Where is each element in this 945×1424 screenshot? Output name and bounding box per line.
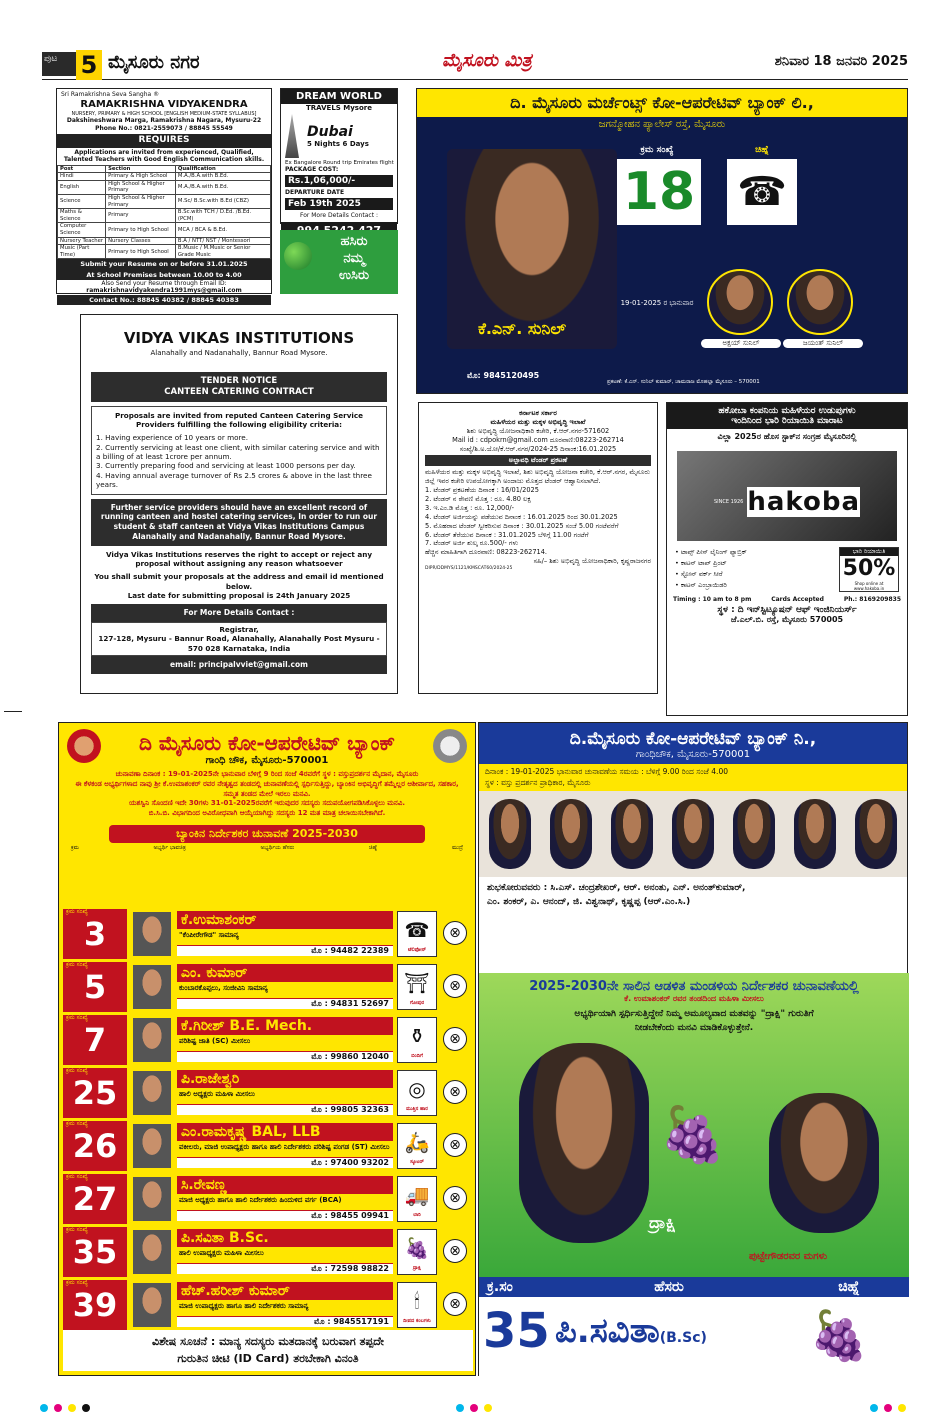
email-note: Also Send your Resume through Email ID: [101,279,227,287]
bank-notice [59,766,475,823]
cell: High School & Higher Primary [106,194,176,208]
contact-label: For More Details Contact : [91,604,387,622]
serial-label: ಕ್ರಮ ಸಂಖ್ಯೆ [66,908,88,915]
election-date: ದಿನಾಂಕ : 19-01-2025 ಭಾನುವಾರ ಚುನಾವಣೆಯ ಸಮಯ : ಬೆಳಿಗ್ಗೆ 9.00 ರಿಂದ ಸಂಜೆ 4.00 [485,767,728,776]
model-photo [677,451,897,541]
notice-line: ಯಶಸ್ವಿನಿ ಸೊಂದಣಿ ಇದೇ 30ಗಳು 31-01-2025ರವರೆಗೆ ಇರುವುದರ ಸದಸ್ಯರು ಸದುಪಯೋಗಪಡಿಸಿಕೊಳ್ಳಲು ಮನವಿ. [128,799,406,808]
candidate-name: ಕೆ.ಉಮಾಶಂಕರ್ [177,911,393,929]
election-symbol-icon: 🚚 [397,1176,437,1222]
criteria-item: 4. Having annual average turnover of Rs 2.5 crores & above in the last three years. [96,470,372,490]
candidate-name: ಕೆ.ಗಿರೀಶ್ B.E. Mech. [177,1017,393,1035]
hakoba-venue-address: ಜೆ.ಎಲ್.ಬಿ. ರಸ್ತೆ, ಮೈಸೂರು 570005 [730,615,844,624]
supporter-photo [794,799,836,869]
bank-title: ದಿ.ಮೈಸೂರು ಕೋ-ಆಪರೇಟಿವ್ ಬ್ಯಾಂಕ್ ನಿ., [479,723,907,749]
candidate-number: 5 [63,962,127,1012]
registration-mark [82,1404,90,1412]
cell: Primary to High School [106,223,176,237]
grapes-icon: 🍇 [809,1308,869,1364]
hakoba-logo: hakoba [747,487,861,517]
notice-line: ಚುನಾವಣಾ ದಿನಾಂಕ : 19-01-2025ನೇ ಭಾನುವಾರ ಬೆಳಿಗ್ಗೆ 9 ರಿಂದ ಸಂಜೆ 4ರವರೆಗೆ ಸ್ಥಳ : ವಸ್ತುಪ್ರದರ್ಶನ ಮೈದಾನ, ಮೈಸೂರು [115,770,419,778]
hakoba-phone: Ph.: 8169209835 [843,596,901,603]
candidate-name: ಎಂ. ಕುಮಾರ್ [177,964,393,982]
school-type: NURSERY, PRIMARY & HIGH SCHOOL [ENGLISH MEDIUM-STATE SYLLABUS] [71,111,257,117]
hakoba-timing: Timing : 10 am to 8 pm [673,596,752,603]
candidate-number: 26 [63,1121,127,1171]
supporter-photo [550,799,592,869]
serial-label: ಕ್ರಮ ಸಂಖ್ಯೆ [66,1226,88,1233]
tender-intro: Proposals are invited from reputed Canteen Catering Service Providers fulfilling the following eligibility criteria: [114,410,364,430]
vote-stamp-icon: ⊗ [443,1133,467,1157]
supporter-name: ಅಕ್ಷಯ್ ಸುನಿಲ್ [701,339,781,348]
symbol-label: ದೀಪದ ಕಂಬಗಳು [403,1318,431,1324]
page-header [42,50,908,80]
cell: Nursery Classes [106,237,176,245]
candidate-phone: ಮೊ : 99860 12040 [177,1051,393,1062]
bank-address: ಜಗನ್ಮೋಹನ ಪ್ಯಾಲೇಸ್ ರಸ್ತೆ, ಮೈಸೂರು [598,119,726,130]
notice-point: 7. ಟೆಂಡರ್ ಅರ್ಜಿ ಶುಲ್ಕ ರೂ.500/- ಗಳು [425,539,519,548]
election-symbol-icon: ⛩ [397,964,437,1010]
candidate-number: 27 [63,1174,127,1224]
tender-reserves: Vidya Vikas Institutions reserves the right to accept or reject any proposal without assigning any reason whatsoever [105,549,373,568]
candidate-row [63,1068,473,1120]
symbol-label: ಬಿಂದಿಗೆ [411,1053,423,1059]
candidate-photo [133,965,171,1009]
vote-stamp-icon: ⊗ [443,1186,467,1210]
vidya-vikas-ad [80,314,398,694]
supporter-photo [707,269,773,335]
candidate-phone: ಮೊ : 97400 93202 [177,1157,393,1168]
vacancy-table [57,165,271,260]
candidate-phone: ಮೊ : 94482 22389 [177,945,393,956]
department-name: ಮಹಿಳೆಯರ ಮತ್ತು ಮಕ್ಕಳ ಅಭಿವೃದ್ಧಿ ಇಲಾಖೆ [490,417,586,426]
table-row [58,223,271,237]
burj-khalifa-icon [285,114,299,158]
criteria-item: 3. Currently preparing food and servicing at least 1000 persons per day. [96,461,356,471]
special-note [63,1330,473,1371]
candidate-desc: ಹಾಲಿ ಉಪಾಧ್ಯಕ್ಷರು ಮಹಿಳಾ ಮೀಸಲು [179,1249,264,1257]
office-name: ಶಿಶು ಅಭಿವೃದ್ಧಿ ಯೋಜನಾಧಿಕಾರಿ ಕಚೇರಿ, ಕೆ.ಆರ್.ನಗರ-571602 [466,426,610,435]
cell: Nursery Teacher [58,237,106,245]
discount-value: 50% [842,556,896,581]
table-row [58,194,271,208]
ramakrishna-ad [56,88,272,304]
symbol-label: ಗೋಪುರ [409,1000,425,1006]
candidate-photo [133,912,171,956]
registration-mark [870,1404,878,1412]
vote-appeal [617,235,897,275]
requires-banner: REQUIRES [57,134,271,147]
col-name: ಹೆಸರು [654,1279,684,1295]
col-serial: ಕ್ರ.ಸಂ [487,1279,513,1295]
cell: B.Sc.with TCH / D.Ed. /B.Ed. (PCM) [175,209,270,223]
registration-mark [54,1404,62,1412]
vote-stamp-icon: ⊗ [443,1027,467,1051]
candidate-photo [133,1071,171,1115]
submit-deadline: Submit your Resume on or before 31.01.2025 [57,259,271,269]
candidate-number: 35 [63,1227,127,1277]
cell: Primary & High School [106,173,176,181]
slogan-line: ಹಸಿರು [340,234,368,249]
col-serial: ಕ್ರಮ [71,844,79,851]
government-name: ಕರ್ನಾಟಕ ಸರ್ಕಾರ [519,409,557,417]
symbol-label: ಸ್ಕೂಟರ್ [410,1159,424,1165]
supporter-photo [855,799,897,869]
requires-intro: Applications are invited from experienced, Qualified, Talented Teachers with Good English Communication skills. [63,148,265,163]
registration-mark [456,1404,464,1412]
product-item: • ಸ್ಟೋನ್ ವರ್ಕ್ ಸೀರೆ [675,570,723,579]
bank-address: ಗಾಂಧಿ ಚೌಕ, ಮೈಸೂರು-570001 [205,755,329,766]
candidate-phone: ಮೊ : 98455 09941 [177,1210,393,1221]
candidate-row [63,1227,473,1279]
candidate-phone: ಮೊ : 99805 32363 [177,1104,393,1115]
supporter-photo [489,799,531,869]
masthead: ಮೈಸೂರು ಮಿತ್ರ [442,50,532,71]
cell: Music (Part Time) [58,245,106,259]
school-address: Dakshineshwara Marga, Ramakrishna Nagara, Mysuru-22 [66,117,262,125]
table-header: Post [58,165,106,173]
hakoba-heading: ಹಕೋಬಾ ಕಂಪನಿಯ ಮಹಿಳೆಯರ ಉಡುಪುಗಳು [718,406,856,416]
issue-date: ಶನಿವಾರ 18 ಜನವರಿ 2025 [774,54,908,69]
election-symbol-icon: 🛵 [397,1123,437,1169]
candidate-row [63,1121,473,1173]
bank-title: ದಿ ಮೈಸೂರು ಕೋ-ಆಪರೇಟಿವ್ ಬ್ಯಾಂಕ್ [138,731,395,755]
election-heading: ಬ್ಯಾಂಕಿನ ನಿರ್ದೇಶಕರ ಚುನಾವಣೆ 2025-2030 [109,825,425,843]
registration-mark [898,1404,906,1412]
serial-number: 18 [617,159,701,225]
bank-address: ಗಾಂಧಿಚೌಕ, ಮೈಸೂರು-570001 [479,749,907,764]
cell: Primary [106,209,176,223]
package-label: PACKAGE COST: [285,166,339,173]
candidate-desc: ಹಾಲಿ ಅಧ್ಯಕ್ಷರು ಮಹಿಳಾ ಮೀಸಲು [179,1090,255,1098]
candidate-photo [133,1018,171,1062]
symbol-label: ಚಿಹ್ನೆ [755,145,769,155]
col-name: ಅಭ್ಯರ್ಥಿಯ ಹೆಸರು [260,844,295,851]
cell: M.Sc/ B.Sc.with B.Ed (CBZ) [175,194,270,208]
page-number: 5 [76,50,102,80]
supporters-photo-strip [479,791,907,877]
gandhi-portrait [433,729,467,763]
cell: M.A./B.A.with B.Ed. [175,180,270,194]
candidate-photo [133,1124,171,1168]
candidate-phone: ಮೊ: 9845120495 [467,371,540,380]
serial-label: ಕ್ರಮ ಸಂಖ್ಯೆ [640,145,674,155]
candidate-row [63,1015,473,1067]
father-photo [769,1093,879,1233]
product-item: • ಟಾಪ್ಸ್ ಪೀಸ್ ಲೈನಿಂಗ್ ಫ್ಯಾಬ್ರಿಕ್ [675,548,747,556]
tender-subheading: CANTEEN CATERING CONTRACT [164,386,314,397]
election-place: ಸ್ಥಳ : ವಸ್ತು ಪ್ರದರ್ಶನ ಪ್ರಾಧಿಕಾರ, ಮೈಸೂರು [485,778,591,788]
table-row [58,173,271,181]
section-title: ಮೈಸೂರು ನಗರ [108,52,200,73]
candidate-desc: "ಕೆಂಪೀರೇಗೌಡ" ಸಾಮಾನ್ಯ [179,931,239,939]
sangha-name: Sri Ramakrishna Seva Sangha ® [61,91,160,98]
office-mail: Mail id : cdpokrn@gmail.com ದೂರವಾಣಿ:08223-262714 [452,435,624,444]
candidate-number: 3 [63,909,127,959]
registration-mark [884,1404,892,1412]
team-line: ಕೆ. ಉಮಾಶಂಕರ್ ರವರ ತಂಡದಿಂದ ಮಹಿಳಾ ಮೀಸಲು [624,994,764,1003]
school-name: RAMAKRISHNA VIDYAKENDRA [80,98,248,110]
table-row [58,180,271,194]
hakoba-since: SINCE 1926 [713,499,744,505]
vote-stamp-icon: ⊗ [443,921,467,945]
candidate-degree: (B.Sc) [659,1330,707,1346]
trip-duration: 5 Nights 6 Days [307,140,369,148]
vote-stamp-icon: ⊗ [443,1080,467,1104]
merchants-bank-ad [416,88,908,394]
table-header: Section [106,165,176,173]
cell: Primary to High School [106,245,176,259]
candidate-name: ಕೆ.ಎನ್. ಸುನಿಲ್ [478,319,566,338]
hakoba-venue: ಸ್ಥಳ : ದಿ ಇನ್‌ಸ್ಟಿಟ್ಯೂಷನ್ ಆಫ್ ಇಂಜಿನಿಯರ್ಸ್ [717,605,857,615]
col-symbol: ಚಿಹ್ನೆ [838,1279,860,1295]
ballot-strip [479,1277,909,1377]
hakoba-tag: ವಿಲ್ಲಾ 2025ರ ಹೊಸ ಸ್ಟಾಕ್‌ನ ಸಂಗ್ರಹ ಮೈಸೂರಿನಲ್ಲಿ [717,432,857,441]
candidate-desc: ಮಾಜಿ ಉಪಾಧ್ಯಕ್ಷರು ಹಾಗೂ ಹಾಲಿ ನಿರ್ದೇಶಕರು ಸಾಮಾನ್ಯ [179,1302,309,1310]
notice-point: 3. ಇ.ಎಂ.ಡಿ ಮೊತ್ತ : ರೂ. 12,000/- [425,503,515,512]
tender-last-date: Last date for submitting proposal is 24th January 2025 [127,591,351,600]
notice-body: ಮಹಿಳೆಯರ ಮತ್ತು ಮಕ್ಕಳ ಅಭಿವೃದ್ಧಿ ಇಲಾಖೆ, ಶಿಶು ಅಭಿವೃದ್ಧಿ ಯೋಜನಾ ಕಚೇರಿ, ಕೆ.ಆರ್.ನಗರ, ಮೈಸೂರು ಜಿಲ್ಲೆ ಇವರ ಕಚೇರಿ ಉಪಯೋಗಕ್ಕಾಗಿ ಅಂದಾಜು ಮೊತ್ತದ ಟೆಂಡರ್ ಆಹ್ವಾನಿಸಲಾಗಿದೆ. [425,468,650,486]
candidate-phone: ಮೊ : 94831 52697 [177,998,393,1009]
notice-title: ಅಲ್ಪಾವಧಿ ಟೆಂಡರ್ ಪ್ರಕಟಣೆ [425,455,651,466]
slogan-line: ಉಸಿರು [339,267,369,283]
serial-label: ಕ್ರಮ ಸಂಖ್ಯೆ [66,1173,88,1180]
registrar-address: 127-128, Mysuru - Bannur Road, Alanahally, Alanahally Post Mysuru - 570 028 Karnataka, India [98,634,380,653]
page-tag: ಪುಟ [42,52,76,76]
kannada-tender-notice [418,402,658,694]
notice-point: 6. ಟೆಂಡರ್ ತೆರೆಯುವ ದಿನಾಂಕ : 31.01.2025 ಬೆಳಿಗ್ಗೆ 11.00 ಗಂಟೆಗೆ [425,530,589,539]
flight-info: Ex Bangalore Round trip Emirates flight [285,160,394,166]
notice-contact: ಹೆಚ್ಚಿನ ಮಾಹಿತಿಗಾಗಿ ದೂರವಾಣಿ: 08223-262714. [425,548,548,557]
cell: Maths & Science [58,209,106,223]
election-symbol-icon: 🍇 [397,1229,437,1275]
notice-point: 4. ಟೆಂಡರ್ ಅರ್ಜಿಯನ್ನು ಪಡೆಯುವ ದಿನಾಂಕ : 16.01.2025 ರಿಂದ 30.01.2025 [425,512,618,521]
candidate-row [63,1280,473,1332]
symbol-label: ಲಾರಿ [413,1212,421,1218]
coop-bank-ad [58,722,476,1376]
criteria-item: 1. Having experience of 10 years or more. [96,433,248,443]
candidate-panel [479,973,909,1277]
note-line: ವಿಶೇಷ ಸೂಚನೆ : ಮಾನ್ಯ ಸದಸ್ಯರು ಮತದಾನಕ್ಕೆ ಬರುವಾಗ ತಪ್ಪದೇ [152,1335,384,1348]
destination: Dubai [307,124,353,140]
bank-footer: ಪ್ರಕಟಣೆ: ಕೆ.ಎನ್. ಸುನಿಲ್ ಕುಮಾರ್, ಚಾಮರಾಜ ಮೊಹಲ್ಲಾ ಮೈಸೂರು – 570001 [607,379,760,385]
candidate-row [63,1174,473,1226]
table-row [58,237,271,245]
product-item: • ಕಾಟನ್ ಎಂಬ್ರಾಯಿಡರಿ [675,581,727,590]
candidate-name: ಪಿ.ಸವಿತಾ B.Sc. [177,1229,393,1247]
election-symbol-icon: 🕯 [397,1282,437,1328]
globe-icon [284,242,312,270]
election-symbol-icon: ◎ [397,1070,437,1116]
serial-label: ಕ್ರಮ ಸಂಖ್ಯೆ [66,1014,88,1021]
institution-name: VIDYA VIKAS INSTITUTIONS [123,329,355,347]
serial-label: ಕ್ರಮ ಸಂಖ್ಯೆ [66,961,88,968]
father-name: ಪುಟ್ಟೇಗೌಡರವರ ಮಗಳು [749,1251,828,1262]
product-item: • ಕಾಟನ್ ಟಾಪ್ ಪ್ರಿಂಟ್ [675,559,727,568]
vote-stamp-icon: ⊗ [443,1239,467,1263]
ballot-number: 35 [483,1303,550,1359]
criteria-item: 2. Currently servicing at least one client, with similar catering service and with a billing of at least 1crore per annum. [96,442,380,462]
candidate-name: ಹೆಚ್.ಹರೀಶ್ ಕುಮಾರ್ [177,1282,393,1300]
tender-criteria [91,406,387,495]
notice-signature: ಸಹಿ/– ಶಿಶು ಅಭಿವೃದ್ಧಿ ಯೋಜನಾಧಿಕಾರಿ, ಕೃಷ್ಣರಾಜನಗರ [533,557,651,566]
departure-date: Feb 19th 2025 [285,198,393,210]
table-row [58,209,271,223]
candidate-row [63,962,473,1014]
notice-point: 2. ಟೆಂಡರ್ ನ ಠೇವಣಿ ಮೊತ್ತ : ರೂ. 4.80 ಲಕ್ಷ [425,495,531,504]
serial-label: ಕ್ರಮ ಸಂಖ್ಯೆ [66,1279,88,1286]
cell: M.A./B.A.with B.Ed. [175,173,270,181]
candidate-name: ಎಂ.ರಾಮಕೃಷ್ಣ BAL, LLB [177,1123,393,1141]
candidate-desc: ವಕೀಲರು, ಮಾಜಿ ಉಪಾಧ್ಯಕ್ಷರು ಹಾಗೂ ಹಾಲಿ ನಿರ್ದೇಶಕರು ಪರಿಶಿಷ್ಟ ಪಂಗಡ (ST) ಮೀಸಲು [179,1143,390,1151]
serial-label: ಕ್ರಮ ಸಂಖ್ಯೆ [66,1067,88,1074]
supporter-photo [611,799,653,869]
notice-ref: ಸಂಖ್ಯೆ/ಶಿ.ಅ.ಯೋ/ಕೆ.ಆರ್.ನಗರ/2024-25 ದಿನಾಂಕ:16.01.2025 [459,444,617,453]
candidate-number: 39 [63,1280,127,1330]
telephone-icon: ☎ [727,159,797,225]
hakoba-subheading: ಇಂದಿನಿಂದ ಭಾರಿ ರಿಯಾಯಿತಿ ಮಾರಾಟ [731,416,843,426]
registrar: Registrar, [219,625,259,635]
candidate-number: 25 [63,1068,127,1118]
ballot-name [555,1311,707,1351]
cell: English [58,180,106,194]
cell: Computer Science [58,223,106,237]
candidate-number: 7 [63,1015,127,1065]
registration-mark [484,1404,492,1412]
registration-mark [470,1404,478,1412]
col-vote: ಮುದ್ರೆ [451,844,463,851]
leader-portrait [67,729,101,763]
col-photo: ಅಭ್ಯರ್ಥಿ ಭಾವಚಿತ್ರ [153,844,186,851]
bank-title: ದಿ. ಮೈಸೂರು ಮರ್ಚೆಂಟ್ಸ್ ಕೋ-ಆಪರೇಟಿವ್ ಬ್ಯಾಂಕ್ ಲಿ., [417,89,907,117]
supporter-photo [672,799,714,869]
candidate-desc: ಪರಿಶಿಷ್ಟ ಜಾತಿ (SC) ಮೀಸಲು [179,1037,251,1045]
candidate-name: ಪಿ.ಸವಿತಾ [555,1311,660,1351]
tender-submit: You shall submit your proposals at the address and email id mentioned below. [94,572,384,591]
candidate-desc: ಕುಂಬಾರಕೊಪ್ಪಲು, ಸಂಜೀವಿನಿ ಸಾಮಾನ್ಯ [179,984,268,992]
coop-bank-candidate-ad [478,722,908,1376]
candidate-phone: ಮೊ : 72598 98822 [177,1263,393,1274]
election-symbol-icon: ☎ [397,911,437,957]
institution-address: Alanahally and Nadanahally, Bannur Road Mysore. [150,348,328,357]
discount-label: ಭಾರಿ ರಿಯಾಯಿತಿ [840,548,898,556]
margin-mark [4,711,22,712]
submit-premises: At School Premises between 10.00 to 4.00 [57,270,271,280]
supporters-line: ಎಂ. ಶಂಕರ್, ಎ. ಆನಂದ್, ಜಿ. ವಿಶ್ವನಾಥ್, ಕೃಷ್ಣಪ್ಪ (ಆರ್.ಎಂ.ಸಿ.) [487,896,691,907]
symbol-name: ದ್ರಾಕ್ಷಿ [649,1213,676,1232]
vote-appeal: ಅಭ್ಯರ್ಥಿಯಾಗಿ ಸ್ಪರ್ಧಿಸುತ್ತಿದ್ದೇನೆ ನಿಮ್ಮ ಅಮೂಲ್ಯವಾದ ಮತವನ್ನು "ದ್ರಾಕ್ಷಿ" ಗುರುತಿಗೆ ನೀಡಬೇಕೆಂದು ಮನವಿ ಮಾಡಿಕೊಳ್ಳುತ್ತೇನೆ. [574,1009,814,1033]
candidate-name: ಸಿ.ರೇವಣ್ಣ [177,1176,393,1194]
registration-mark [40,1404,48,1412]
dreamworld-ad [280,88,398,224]
tender-further: Further service providers should have an excellent record of running canteen and hostel catering services, In order to run our student & staff canteen at Vidya Vikas Institutions Campus Alanahally and Nadanahally, Bannur Road Mysore. [91,499,387,546]
candidate-row [63,909,473,961]
slogan-line: ನಮ್ಮ [343,250,365,266]
candidate-photo [133,1283,171,1327]
vote-date: 19-01-2025 ರ ಭಾನುವಾರ [620,299,694,307]
travel-title: DREAM WORLD [281,89,397,104]
notice-line: ಬಿ.ಸಿ.ಬಿ. ವಿಭಾಗದಿಂದ ಅವಿರೋಧವಾಗಿ ಆಯ್ಕೆಯಾಗಿದ್ದು ಸದಸ್ಯರು 12 ಮತ ಮಾತ್ರ ಚಲಾಯಿಸಬೇಕಾಗಿದೆ. [148,809,386,818]
cell: High School & Higher Primary [106,180,176,194]
cell: B.A / NTT/ NST / Montessori [175,237,270,245]
cell: Science [58,194,106,208]
candidate-photo [133,1177,171,1221]
symbol-label: ಮುತ್ತಿನ ಹಾರ [406,1106,428,1112]
school-email: ramakrishnavidyakendra1991mys@gmail.com [86,287,242,295]
supporters-line: ಶುಭಕೋರುವವರು : ಸಿ.ಎಸ್. ಚಂದ್ರಶೇಖರ್, ಆರ್. ಅನಂತು, ಎನ್. ಅನಂತ್‌ಕುಮಾರ್, [487,882,746,893]
cell: MCA / BCA & B.Ed. [175,223,270,237]
hakoba-ad [666,402,908,716]
candidate-phone: ಮೊ : 9845517191 [177,1316,393,1327]
package-price: Rs.1,06,000/- [285,175,393,187]
hakoba-cards: Cards Accepted [771,596,824,603]
cell: B.Music / M.Music or Senior Grade Music [175,245,270,259]
institution-email: email: principalvviet@gmail.com [91,656,387,674]
supporter-name: ಜಯಂತ್ ಸುನಿಲ್ [783,339,863,348]
col-symbol: ಚಿಹ್ನೆ [368,844,378,851]
travel-subtitle: TRAVELS Mysore [306,104,372,112]
school-contact: Contact No.: 88845 40382 / 88845 40383 [57,295,271,305]
cell: Hindi [58,173,106,181]
vote-stamp-icon: ⊗ [443,974,467,998]
election-headline: 2025-2030ನೇ ಸಾಲಿನ ಆಡಳಿತ ಮಂಡಳಿಯ ನಿರ್ದೇಶಕರ ಚುನಾವಣೆಯಲ್ಲಿ [529,979,859,994]
candidate-photo [519,1043,649,1243]
notice-code: DIPR/DDMYS/1121/KMSCAT60/2024-25 [425,566,513,572]
candidate-name: ಪಿ.ರಾಜೇಶ್ವರಿ [177,1070,393,1088]
table-row [58,245,271,259]
school-phone: Phone No.: 0821-2559073 / 88845 55549 [95,124,233,132]
candidate-desc: ಮಾಜಿ ಅಧ್ಯಕ್ಷರು ಹಾಗೂ ಹಾಲಿ ನಿರ್ದೇಶಕರು ಹಿಂದುಳಿದ ವರ್ಗ (BCA) [179,1196,342,1204]
serial-label: ಕ್ರಮ ಸಂಖ್ಯೆ [66,1120,88,1127]
notice-line: ಈ ಕೆಳಕಂಡ ಅಭ್ಯರ್ಥಿಗಳಾದ ನಾವು ಶ್ರೀ ಕೆ.ಉಮಾಶಂಕರ್ ರವರ ನೇತೃತ್ವದ ತಂಡದಲ್ಲಿ ಚುನಾವಣೆಯಲ್ಲಿ ಸ್ಪರ್ಧಿಸುತ್ತಿದ್ದು, ಬ್ಯಾಂಕಿನ ಅಭಿವೃದ್ಧಿಗೆ ತಮ್ಮೆಲ್ಲರ ಆಶೀರ್ವಾದ, ಸಹಕಾರ, ಸಮ್ಮತ ತಂಡದ ಮೇಲೆ ಇರಲು ಮನವಿ. [75,779,459,798]
hakoba-site: Shop online at www.hakoba.in [853,581,885,591]
grapes-icon: 🍇 [659,1103,727,1166]
symbol-label: ದ್ರಾಕ್ಷಿ [412,1265,422,1271]
tender-heading: TENDER NOTICE [200,375,278,386]
symbol-label: ಟೆಲಿಫೋನ್ [407,947,427,953]
notice-point: 5. ಮೊಹರಾದ ಟೆಂಡರ್ ಸ್ವೀಕರಿಸುವ ದಿನಾಂಕ : 30.01.2025 ಸಂಜೆ 5.00 ಗಂಟೆವರೆಗೆ [425,521,619,530]
supporter-photo [733,799,775,869]
supporter-photo [787,269,853,335]
election-symbol-icon: ⚱ [397,1017,437,1063]
candidate-photo [133,1230,171,1274]
contact-label: For More Details Contact : [299,212,379,219]
registration-mark [68,1404,76,1412]
vote-stamp-icon: ⊗ [443,1292,467,1316]
table-header: Qualification [175,165,270,173]
notice-point: 1. ಟೆಂಡರ್ ಪ್ರಕಟಣೆಯ ದಿನಾಂಕ : 16/01/2025 [425,486,539,495]
note-line: ಗುರುತಿನ ಚೀಟಿ (ID Card) ತರಬೇಕಾಗಿ ವಿನಂತಿ [177,1351,359,1365]
departure-label: DEPARTURE DATE [285,189,345,196]
